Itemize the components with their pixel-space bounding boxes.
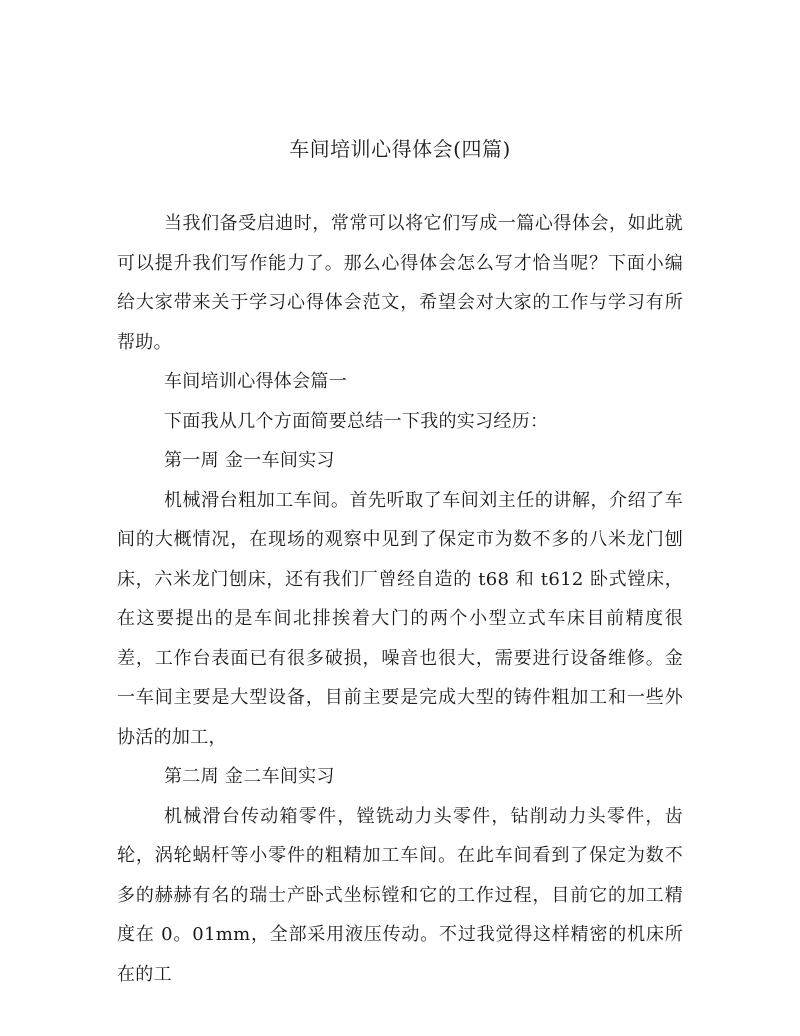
- summary-paragraph: 下面我从几个方面简要总结一下我的实习经历：: [164, 410, 549, 432]
- document-body: [117, 204, 683, 994]
- intro-paragraph: 当我们备受启迪时，常常可以将它们写成一篇心得体会，如此就可以提升我们写作能力了。那么心得体会怎么写才恰当呢？下面小编给大家带来关于学习心得体会范文，希望会对大家的工作与学习有所帮助。: [117, 213, 683, 353]
- section-heading-part-one: 车间培训心得体会篇一: [164, 371, 347, 392]
- week-one-paragraph: 机械滑台粗加工车间。首先听取了车间刘主任的讲解，介绍了车间的大概情况，在现场的观察中见到了保定市为数不多的八米龙门刨床，六米龙门刨床，还有我们厂曾经自造的 t68 和 t612 卧式镗床，在这要提出的是车间北排挨着大门的两个小型立式车床目前精度很差，工作台表面已有很多破损，噪音也很大，需要进行设备维修。金一车间主要是大型设备，目前主要是完成大型的铸件粗加工和一些外协活的加工，: [117, 489, 683, 748]
- document-title: 车间培训心得体会(四篇): [289, 137, 511, 161]
- week-one-heading: 第一周 金一车间实习: [164, 450, 335, 471]
- week-two-heading: 第二周 金二车间实习: [164, 766, 335, 787]
- week-two-paragraph: 机械滑台传动箱零件，镗铣动力头零件，钻削动力头零件，齿轮，涡轮蜗杆等小零件的粗精加工车间。在此车间看到了保定为数不多的赫赫有名的瑞士产卧式坐标镗和它的工作过程，目前它的加工精度在 0。01mm，全部采用液压传动。不过我觉得这样精密的机床所在的工: [117, 805, 683, 985]
